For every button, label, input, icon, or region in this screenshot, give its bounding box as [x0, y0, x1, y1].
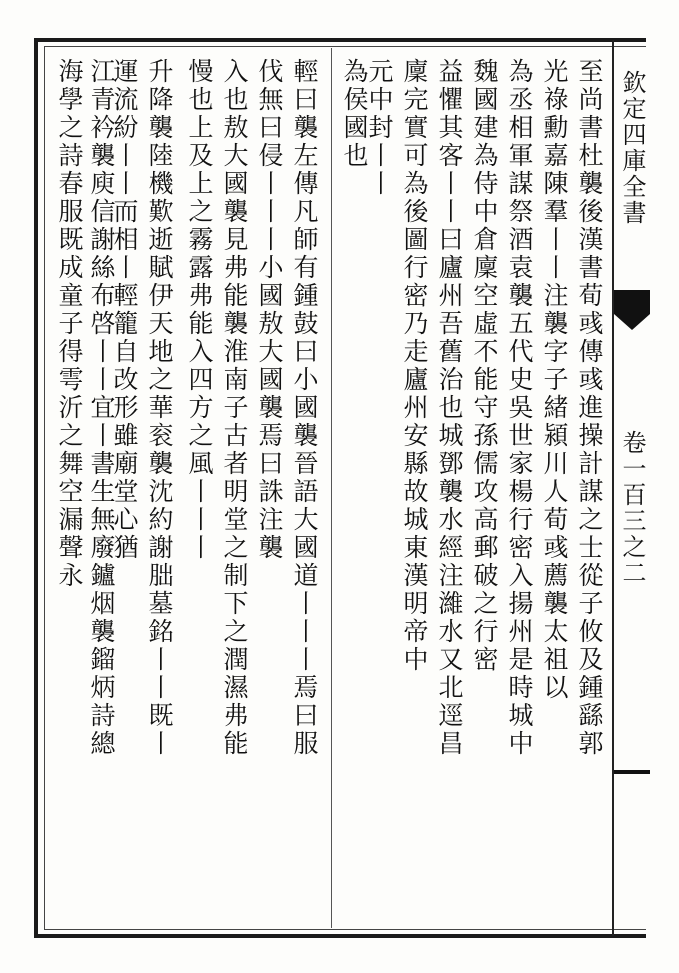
text-column-16: 海學之詩春服既成童子得雩沂之舞空漏聲永 — [55, 58, 84, 590]
text-column-6: 廩完實可為後圖行密乃走廬州安縣故城東漢明帝中 — [400, 58, 429, 674]
text-column-10: 伐無曰侵丨丨丨小國敖大國襲焉曰誅注襲 — [255, 58, 284, 562]
margin-strip — [612, 40, 654, 936]
text-column-8: 為侯國也 — [340, 58, 369, 170]
text-column-15: 江青衿襲庾信謝絲布啓丨丨宜丨書生無廢鑪烟襲鎦炳詩總 — [87, 58, 116, 758]
text-column-12: 慢也上及上之霧露弗能入四方之風丨丨丨 — [185, 58, 214, 562]
text-column-1: 至尚書杜襲後漢書荀彧傳彧進操計謀之士從子攸及鍾繇郭 — [575, 58, 604, 758]
text-column-7: 元中封丨丨 — [365, 58, 394, 198]
column-divider — [331, 48, 332, 928]
margin-volume: 卷一百三之二 — [618, 430, 646, 586]
text-column-3: 為丞相軍謀祭酒袁襲五代史吳世家楊行密入揚州是時城中 — [505, 58, 534, 758]
text-column-9: 輕曰襲左傳凡師有鍾鼓曰小國襲晉語大國道丨丨丨焉曰服 — [290, 58, 319, 758]
fishtail-bottom-mark — [614, 770, 650, 774]
text-column-2: 光祿勳嘉陳羣丨丨注襲字子緒潁川人荀彧薦襲太祖以 — [540, 58, 569, 702]
text-column-5: 益懼其客丨丨曰廬州吾舊治也城鄧襲水經注濰水又北逕昌 — [435, 58, 464, 758]
text-column-13: 升降襲陸機歎逝賦伊天地之華衮襲沈約謝朏墓銘丨丨既丨 — [145, 58, 174, 758]
text-column-11: 入也敖大國襲見弗能襲淮南子古者明堂之制下之潤濕弗能 — [220, 58, 249, 758]
margin-title: 欽定四庫全書 — [618, 70, 646, 226]
text-column-14: 運流紛丨丨而相丨輕籠自改形雖廟堂心猶 — [110, 58, 139, 562]
text-column-4: 魏國建為侍中倉廩空虛不能守孫儒攻高郵破之行密 — [470, 58, 499, 674]
